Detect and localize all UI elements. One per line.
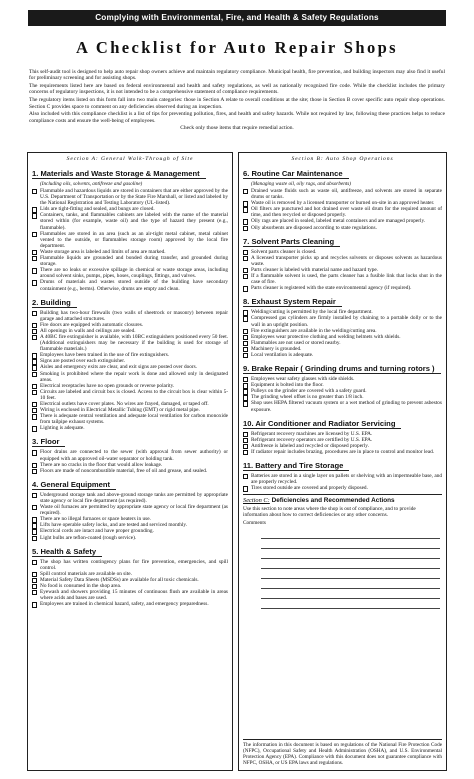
intro-paragraph: The requirements listed here are based on federal environmental and health and safety regulations, as well as nationally recognized fire code. While the checklist includes the primary concerns of regulatory inspections, it is not intended to be a comprehensive statement of compliance requirements. bbox=[29, 83, 445, 96]
checklist-item-text: Aisles and emergency exits are clear, and exit signs are posted over doors. bbox=[40, 364, 198, 371]
group-heading-row bbox=[32, 163, 228, 181]
checkbox[interactable] bbox=[32, 414, 37, 419]
checklist bbox=[32, 188, 228, 292]
checkbox[interactable] bbox=[32, 493, 37, 498]
intro-paragraph: The regulatory items listed on this form fall into two main categories: those in Section A relate to overall conditions at the site; those in Section B cover specific auto repair shop operations. Section C provides space to comment on any deficiencies observed during an inspection. bbox=[29, 97, 445, 110]
checklist-item-text: Welding/cutting is permitted by the local fire department. bbox=[251, 309, 373, 316]
checklist-item bbox=[32, 267, 228, 279]
checklist-item bbox=[243, 285, 442, 291]
checkbox[interactable] bbox=[32, 590, 37, 595]
checklist-item bbox=[32, 255, 228, 267]
comment-lines[interactable] bbox=[243, 529, 442, 609]
checklist bbox=[243, 431, 442, 455]
checklist-item-text: There are no leaks or excessive spillage in chemical or waste storage areas, including around solvent sinks, pumps, pipes, hoses, couplings, fittings, and valves. bbox=[40, 267, 228, 280]
group-subtitle: (Managing waste oil, oily rags, and absorbents) bbox=[251, 181, 352, 187]
group-heading: 9. Brake Repair ( Grinding drums and turning rotors ) bbox=[243, 364, 441, 374]
group-heading: 2. Building bbox=[32, 298, 77, 308]
checklist bbox=[243, 249, 442, 292]
checklist-item-text: Employees have been trained in the use of fire extinguishers. bbox=[40, 352, 170, 359]
checklist-item-text: Compressed gas cylinders are firmly installed by chaining to a portable dolly or to the wall in an upright position. bbox=[251, 315, 442, 328]
checklist bbox=[243, 309, 442, 358]
checklist-item bbox=[243, 315, 442, 327]
checklist-item-text: Spill control materials are available on site. bbox=[40, 570, 132, 577]
group-heading-row bbox=[32, 292, 228, 310]
checklist-item-text: Smoking is prohibited where the repair work is done and allowed only in designated areas. bbox=[40, 370, 228, 383]
checklist-item-text: There are no illegal furnaces or space heaters in use. bbox=[40, 516, 151, 523]
checkbox[interactable] bbox=[32, 505, 37, 510]
intro-text bbox=[29, 69, 445, 133]
section-c bbox=[243, 494, 442, 608]
checkbox[interactable] bbox=[243, 486, 248, 491]
group-heading-row bbox=[243, 358, 442, 376]
checklist-item-text: Underground storage tank and above-ground storage tanks are permitted by appropriate state agency or local fire department (as required). bbox=[40, 491, 228, 504]
checklist-item-text: Drums of materials and wastes stored outside of the building have secondary containment (e.g., berms). Otherwise, drums are empty and clean. bbox=[40, 279, 228, 292]
checklist-item bbox=[243, 273, 442, 285]
intro-paragraph: Also included with this compliance checklist is a list of tips for preventing pollution, fires, and health and safety hazards. While not required by law, following these practices helps to reduce compliance costs and ensure the well-being of employees. bbox=[29, 111, 445, 124]
checklist-item bbox=[32, 468, 228, 474]
checklist-item-text: Light bulbs are teflon-coated (rough service). bbox=[40, 534, 137, 541]
group-heading: 4. General Equipment bbox=[32, 480, 116, 490]
group-heading-row bbox=[243, 455, 442, 473]
comment-line[interactable] bbox=[261, 559, 440, 569]
checklist-item-text: Wiring is enclosed in Electrical Metallic Tubing (EMT) or rigid metal pipe. bbox=[40, 407, 200, 414]
checklist-item-text: Equipment is bolted into the floor. bbox=[251, 382, 324, 389]
checklist-item-text: Floors are made of noncombustible material, free of oil and grease, and sealed. bbox=[40, 467, 208, 474]
checklist-item-text: Lighting is adequate. bbox=[40, 425, 85, 432]
checklist-item-text: A 40BC fire extinguisher is available, with 10BC extinguishers positioned every 50 feet. (Additional extinguishers may be necessary if the building is used for storage of flammable materials.) bbox=[40, 333, 228, 353]
intro-instruction: Check only those items that require remedial action. bbox=[180, 125, 294, 132]
section-a-header: Section A: General Walk-Through of Site bbox=[66, 156, 194, 162]
checklist-item-text: Batteries are stored in a single layer on pallets or shelving with an impermeable base, and are properly recycled. bbox=[251, 473, 442, 486]
checkbox[interactable] bbox=[32, 469, 37, 474]
intro-paragraph: This self-audit tool is designed to help auto repair shop owners achieve and maintain regulatory compliance. Municipal health, fire prevention, and building inspectors may also find it useful for preliminary screening and for assisting shops. bbox=[29, 69, 445, 82]
checklist-item-text: Signs are posted over each extinguisher. bbox=[40, 358, 126, 365]
checkbox[interactable] bbox=[243, 353, 248, 358]
checklist-item-text: If a flammable solvent is used, the parts cleaner has a fusible link that locks shut in the case of fire. bbox=[251, 273, 442, 286]
checklist-item-text: Local ventilation is adequate. bbox=[251, 351, 314, 358]
checklist-item bbox=[32, 535, 228, 541]
checklist-item-text: Employees are trained in chemical hazard, safety, and emergency preparedness. bbox=[40, 601, 209, 608]
checklist-item bbox=[243, 485, 442, 491]
checklist-item bbox=[243, 225, 442, 231]
checklist-item-text: Electrical cords are intact and have proper grounding. bbox=[40, 528, 154, 535]
section-c-prefix: Section C: bbox=[243, 497, 270, 505]
checkbox[interactable] bbox=[32, 372, 37, 377]
checklist-item-text: Lids are tight-fitting and sealed, and bungs are closed. bbox=[40, 206, 155, 213]
checklist-item-text: Oily absorbents are disposed according to state regulations. bbox=[251, 224, 377, 231]
checklist-item bbox=[243, 449, 442, 455]
checklist-item bbox=[32, 504, 228, 516]
checklist-item-text: Fire doors are equipped with automatic closures. bbox=[40, 321, 144, 328]
comment-line[interactable] bbox=[261, 589, 440, 599]
checklist-item-text: There is adequate central ventilation and adequate local ventilation for carbon monoxide from tailpipe exhaust systems. bbox=[40, 413, 228, 426]
checklist-item-text: Employees wear protective clothing and welding helmets with shields. bbox=[251, 333, 401, 340]
checklist-item-text: Tires stored outside are covered and properly disposed. bbox=[251, 485, 368, 492]
checklist-item-text: Floor drains are connected to the sewer (with approval from sewer authority) or equipped with an approved oil-water separator or holding tank. bbox=[40, 449, 228, 462]
checklist-item-text: Antifreeze is labeled and recycled or disposed properly. bbox=[251, 442, 369, 449]
section-a-column bbox=[27, 152, 233, 771]
checklist-item-text: Flammable liquids are grounded and bonded during transfer, and grounded during storage. bbox=[40, 255, 228, 268]
checklist-item-text: Employees wear safety glasses with side shields. bbox=[251, 376, 355, 383]
group-heading: 11. Battery and Tire Storage bbox=[243, 461, 349, 471]
comment-line[interactable] bbox=[261, 579, 440, 589]
checkbox[interactable] bbox=[32, 602, 37, 607]
checklist-item bbox=[32, 449, 228, 461]
checklist-item-text: Waste oil is removed by a licensed transporter or burned on-site in an approved heater. bbox=[251, 200, 435, 207]
checkbox[interactable] bbox=[32, 232, 37, 237]
checklist-item-text: The shop has written contingency plans for fire prevention, emergencies, and spill control. bbox=[40, 558, 228, 571]
checkbox[interactable] bbox=[243, 450, 248, 455]
checklist-item-text: Parts cleaner is registered with the state environmental agency (if required). bbox=[251, 285, 412, 292]
checklist-item bbox=[32, 425, 228, 431]
section-b-header: Section B: Auto Shop Operations bbox=[291, 156, 394, 162]
checklist bbox=[32, 449, 228, 473]
section-c-title-text: Deficiencies and Recommended Actions bbox=[271, 497, 395, 505]
top-banner: Complying with Environmental, Fire, and Health & Safety Regulations bbox=[28, 10, 446, 26]
comment-line[interactable] bbox=[261, 529, 440, 539]
checkbox[interactable] bbox=[32, 536, 37, 541]
checklist-item bbox=[32, 212, 228, 230]
checklist bbox=[243, 188, 442, 231]
checklist-item-text: Machinery is grounded. bbox=[251, 345, 302, 352]
comment-line[interactable] bbox=[261, 569, 440, 579]
checkbox[interactable] bbox=[32, 450, 37, 455]
checklist-item-text: There are no cracks in the floor that would allow leakage. bbox=[40, 461, 163, 468]
checklist-item bbox=[243, 206, 442, 218]
checklist-item bbox=[243, 255, 442, 267]
checklist-item-text: Electrical outlets have cover plates. No wires are frayed, damaged, or taped off. bbox=[40, 401, 209, 407]
checklist-item-text: Shop uses HEPA filtered vacuum system or a wet method of grinding to prevent asbestos exposure. bbox=[251, 400, 442, 413]
checklist-item bbox=[32, 334, 228, 352]
checklist-item-text: Parts cleaner is labeled with material name and hazard type. bbox=[251, 266, 379, 273]
document-title: A Checklist for Auto Repair Shops bbox=[75, 38, 398, 57]
group-heading: 7. Solvent Parts Cleaning bbox=[243, 237, 340, 247]
checkbox[interactable] bbox=[243, 256, 248, 261]
checklist-item bbox=[32, 231, 228, 249]
checklist bbox=[32, 559, 228, 608]
group-heading: 6. Routine Car Maintenance bbox=[243, 169, 349, 179]
checklist-item-text: Oil filters are punctured and hot drained over waste oil drum for the required amount of time, and then recycled or disposed properly. bbox=[251, 206, 442, 219]
checklist-item-text: Material Safety Data Sheets (MSDSs) are available for all toxic chemicals. bbox=[40, 576, 199, 583]
checklist-item bbox=[243, 352, 442, 358]
checklist-item-text: Building has two-hour firewalls (two walls of sheetrock or masonry) between repair garage and attached structures. bbox=[40, 309, 228, 322]
checklist bbox=[32, 492, 228, 541]
checklist-item-text: Waste storage area is labeled and limits of area are marked. bbox=[40, 248, 166, 255]
checklist-item-text: Eyewash and showers providing 15 minutes of continuous flush are available in areas where acids and bases are used. bbox=[40, 589, 228, 602]
checklist-item-text: Oily rags are placed in sealed, labeled metal containers and are managed properly. bbox=[251, 218, 426, 225]
checklist-item bbox=[243, 473, 442, 485]
comments-label: Comments bbox=[243, 520, 266, 527]
checklist-item bbox=[243, 400, 442, 412]
checklist-item-text: The grinding wheel offset is no greater than 1/8 inch. bbox=[251, 394, 364, 401]
checklist-item bbox=[32, 389, 228, 401]
checklist-item-text: Containers, tanks, and flammables cabinets are labeled with the name of the material stored within (for example, waste oil) and the type of hazard they present (e.g., flammable). bbox=[40, 212, 228, 231]
group-heading: 8. Exhaust System Repair bbox=[243, 297, 342, 307]
comment-line[interactable] bbox=[261, 599, 440, 609]
group-heading: 5. Health & Safety bbox=[32, 547, 102, 557]
checklist-item-text: Refrigerant recovery machines are licensed by U.S. EPA. bbox=[251, 430, 373, 437]
checkbox[interactable] bbox=[243, 316, 248, 321]
section-b-column bbox=[238, 152, 447, 771]
group-heading: 1. Materials and Waste Storage & Management bbox=[32, 169, 206, 179]
checkbox[interactable] bbox=[32, 189, 37, 194]
checklist-item bbox=[32, 310, 228, 322]
checklist-item-text: Fire extinguishers are available in the welding/cutting area. bbox=[251, 327, 377, 334]
footnote: The information in this document is based on regulations of the National Fire Protection Code (NFPC), Occupational Safety and Health Administration (OSHA), and U.S. Environmental Protection Agency (EPA). Compliance with this document does not guarantee compliance with NFPC, OSHA, or US EPA laws and regulations. bbox=[243, 739, 442, 766]
group-heading-row bbox=[243, 231, 442, 249]
group-heading-row bbox=[243, 291, 442, 309]
checklist-item-text: Circuits are labeled and circuit box is closed. Access to the circuit box is clear within 5-10 feet. bbox=[40, 388, 228, 401]
checkbox[interactable] bbox=[243, 274, 248, 279]
group-heading-row bbox=[32, 431, 228, 449]
checklist-item bbox=[32, 279, 228, 291]
checkbox[interactable] bbox=[32, 268, 37, 273]
checkbox[interactable] bbox=[243, 207, 248, 212]
checklist bbox=[32, 310, 228, 432]
checkbox[interactable] bbox=[32, 311, 37, 316]
checklist-item-text: Flammables are stored in an area (such as an air-tight metal cabinet, metal cabinet vented to the outside, or flammables storage room) approved by the local fire department. bbox=[40, 230, 228, 249]
checklist-item-text: Pulleys on the grinder are covered with a safety guard. bbox=[251, 388, 367, 395]
checkbox[interactable] bbox=[243, 286, 248, 291]
checklist-item bbox=[32, 188, 228, 206]
checkbox[interactable] bbox=[243, 226, 248, 231]
section-c-text: Use this section to note areas where the shop is out of compliance, and to provide information about how to correct deficiencies or any other concerns. bbox=[243, 506, 416, 519]
checkbox[interactable] bbox=[243, 189, 248, 194]
checkbox[interactable] bbox=[243, 401, 248, 406]
checkbox[interactable] bbox=[32, 256, 37, 261]
group-heading-row bbox=[243, 413, 442, 431]
checklist-item bbox=[32, 559, 228, 571]
checkbox[interactable] bbox=[32, 335, 37, 340]
checkbox[interactable] bbox=[32, 390, 37, 395]
checklist-item bbox=[32, 371, 228, 383]
checklist-item-text: If radiator repair includes brazing, procedures are in place to control and monitor lead. bbox=[251, 448, 435, 455]
checklist-item-text: Electrical receptacles have no open grounds or reverse polarity. bbox=[40, 382, 175, 389]
checklist-item-text: All openings in walls and ceilings are sealed. bbox=[40, 327, 136, 334]
group-heading: 3. Floor bbox=[32, 437, 65, 447]
group-heading: 10. Air Conditioner and Radiator Servicing bbox=[243, 419, 401, 429]
checklist-item bbox=[32, 601, 228, 607]
checklist-item-text: Waste oil furnaces are permitted by appropriate state agency or local fire department (as required). bbox=[40, 504, 228, 517]
comment-line[interactable] bbox=[261, 549, 440, 559]
group-subtitle: (Including oils, solvents, antifreeze and gasoline) bbox=[40, 181, 143, 187]
checkbox[interactable] bbox=[32, 560, 37, 565]
checkbox[interactable] bbox=[32, 213, 37, 218]
group-heading-row bbox=[32, 474, 228, 492]
group-heading-row bbox=[32, 541, 228, 559]
checklist-item-text: Lifts have operable safety locks, and are tested and serviced monthly. bbox=[40, 522, 188, 529]
checklist-item bbox=[32, 492, 228, 504]
checklist-item bbox=[32, 589, 228, 601]
checklist-item bbox=[243, 188, 442, 200]
checklist-item-text: Solvent parts cleaner is closed. bbox=[251, 248, 317, 255]
checklist-item-text: Refrigerant recovery operators are certified by U.S. EPA. bbox=[251, 436, 373, 443]
checklist-item-text: Flammables are not used or stored nearby. bbox=[251, 339, 341, 346]
checkbox[interactable] bbox=[32, 280, 37, 285]
group-heading-row bbox=[243, 163, 442, 181]
checklist bbox=[243, 473, 442, 491]
checklist-item-text: Drained waste fluids such as waste oil, antifreeze, and solvents are stored in separate drums or tanks. bbox=[251, 188, 442, 201]
checkbox[interactable] bbox=[243, 474, 248, 479]
checkbox[interactable] bbox=[32, 426, 37, 431]
checklist-item-text: A licensed transporter picks up and recycles solvents or disposes solvents as hazardous waste. bbox=[251, 254, 442, 267]
checklist bbox=[243, 376, 442, 413]
checklist-item-text: Flammable and hazardous liquids are stored in containers that are either approved by the U.S. Department of Transportation or by the State Fire Marshall, or listed and labeled by the National Registration and Testing Laboratory (UL-listed). bbox=[40, 188, 228, 207]
section-c-title bbox=[243, 497, 442, 504]
checklist-item bbox=[32, 413, 228, 425]
checklist-item-text: No food is consumed in the shop area. bbox=[40, 582, 122, 589]
comment-line[interactable] bbox=[261, 539, 440, 549]
